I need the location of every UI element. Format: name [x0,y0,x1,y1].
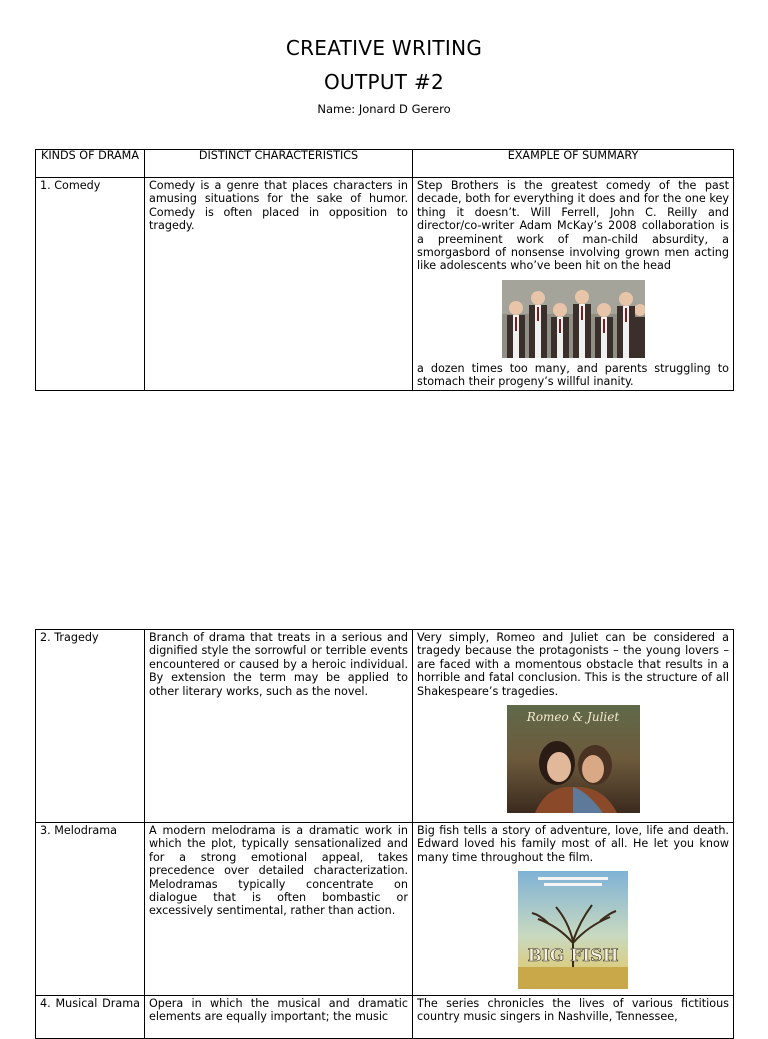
kind-cell: 3. Melodrama [36,823,145,996]
summary-cell [413,178,734,391]
step-brothers-photo [502,280,645,358]
summary-cell [413,630,734,823]
table-row [36,823,734,996]
romeo-juliet-poster [507,705,640,813]
header-summary: EXAMPLE OF SUMMARY [413,150,734,178]
document-title: CREATIVE WRITING [285,36,483,60]
summary-text: Step Brothers is the greatest comedy of the past decade, both for everything it does and for the one key thing it doesn’t. Will Ferrell, John C. Reilly and director/co-writer Adam McKay’s 2008 collaboration is a preeminent work of man-child absurdity, a smorgasbord of nonsense involving grown men acting like adolescents who’ve been hit on the head [417,179,729,273]
table-row [36,996,734,1039]
characteristics-cell: Branch of drama that treats in a serious and dignified style the sorrowful or terrible events encountered or caused by a heroic individual. By extension the term may be applied to other literary works, such as the novel. [145,630,413,823]
table-row [36,630,734,823]
document-subtitle: OUTPUT #2 [323,70,445,94]
big-fish-poster [518,871,628,989]
summary-text-continued: a dozen times too many, and parents struggling to stomach their progeny’s willful inanity. [417,361,729,389]
table-row [36,178,734,391]
summary-text: Big fish tells a story of adventure, love, life and death. Edward loved his family most of all. He let you know many time throughout the film. [417,824,729,864]
characteristics-cell: A modern melodrama is a dramatic work in which the plot, typically sensationalized and for a strong emotional appeal, takes precedence over detailed characterization. Melodramas typically concentrate on dialogue that is often bombastic or excessively sentimental, rather than action. [145,823,413,996]
header-characteristics: DISTINCT CHARACTERISTICS [145,150,413,178]
kind-cell: 2. Tragedy [36,630,145,823]
summary-cell [413,823,734,996]
summary-cell: The series chronicles the lives of various fictitious country music singers in Nashville, Tennessee, [413,996,734,1039]
table-header-row [36,150,734,178]
author-name: Name: Jonard D Gerero [317,102,451,116]
drama-table-part1 [35,149,734,391]
kind-cell: 1. Comedy [36,178,145,391]
poster-title: BIG FISH [527,946,619,967]
characteristics-cell: Comedy is a genre that places characters in amusing situations for the sake of humor. Comedy is often placed in opposition to tragedy. [145,178,413,391]
summary-text: Very simply, Romeo and Juliet can be considered a tragedy because the protagonists – the young lovers – are faced with a momentous obstacle that results in a horrible and fatal conclusion. This is the structure of all Shakespeare’s tragedies. [417,631,729,698]
drama-table-part2 [35,629,734,1039]
characteristics-cell: Opera in which the musical and dramatic elements are equally important; the music [145,996,413,1039]
poster-title: Romeo & Juliet [526,710,619,725]
header-kinds: KINDS OF DRAMA [36,150,145,178]
kind-cell: 4. Musical Drama [36,996,145,1039]
